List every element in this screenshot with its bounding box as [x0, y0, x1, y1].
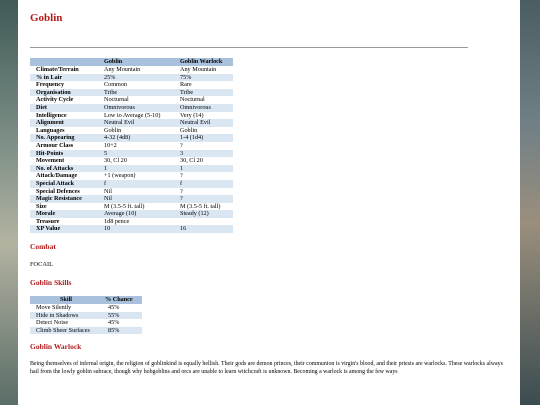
skills-header-skill: Skill	[30, 296, 102, 304]
page-content	[18, 0, 520, 405]
skills-row	[30, 312, 142, 320]
stat-label: Languages	[36, 126, 65, 134]
stat-label: Treasure	[36, 217, 60, 225]
stats-row	[30, 119, 233, 127]
stat-goblin-value: 10+2	[104, 141, 117, 149]
stat-goblin-value: Goblin	[104, 126, 122, 134]
stats-header-warlock: Goblin Warlock	[177, 58, 233, 66]
warlock-heading: Goblin Warlock	[30, 342, 82, 352]
stat-warlock-value: ?	[180, 187, 183, 195]
stat-goblin-value: f	[101, 180, 177, 188]
skills-row	[30, 319, 142, 327]
combat-text: FOCAIL	[30, 261, 54, 269]
skills-table-header	[30, 296, 142, 304]
stat-label: XP Value	[30, 225, 101, 233]
stat-warlock-value: ?	[180, 172, 183, 180]
stats-row	[30, 104, 233, 112]
stats-row	[30, 81, 233, 89]
stat-warlock-value: Neutral Evil	[177, 119, 233, 127]
stats-row	[30, 89, 233, 97]
stat-warlock-value: f	[177, 180, 233, 188]
stat-goblin-value: 10	[101, 225, 177, 233]
combat-heading: Combat	[30, 242, 56, 252]
stats-row	[30, 142, 233, 150]
stat-warlock-value: Goblin	[180, 126, 198, 134]
stats-header-goblin: Goblin	[101, 58, 177, 66]
stat-label: Special Attack	[30, 180, 101, 188]
stat-label: Organisation	[30, 89, 101, 97]
title-divider	[30, 47, 468, 48]
stats-row	[30, 210, 233, 218]
stat-label: Size	[36, 202, 47, 210]
stat-goblin-value: Neutral Evil	[101, 119, 177, 127]
stats-row	[30, 74, 233, 82]
stats-row	[30, 195, 233, 203]
skill-chance: 55%	[102, 312, 142, 320]
stat-goblin-value: 5	[101, 150, 177, 158]
stat-label: Special Defences	[36, 187, 80, 195]
stat-label: Hit-Points	[30, 150, 101, 158]
skill-chance: 45%	[108, 304, 120, 312]
stat-label: Diet	[30, 104, 101, 112]
stats-row	[30, 203, 233, 211]
stat-goblin-value: M (3.5-5 ft. tall)	[104, 202, 145, 210]
stats-row	[30, 112, 233, 120]
stat-warlock-value: 1	[177, 165, 233, 173]
skill-name: Climb Sheer Surfaces	[30, 327, 102, 335]
stat-warlock-value: ?	[177, 195, 233, 203]
stat-warlock-value	[177, 218, 233, 226]
stats-header-blank	[30, 58, 101, 66]
skills-row	[30, 304, 142, 312]
stat-label: Attack/Damage	[36, 172, 78, 180]
stat-goblin-value: Common	[104, 81, 128, 89]
stat-warlock-value: ?	[180, 141, 183, 149]
stats-row	[30, 150, 233, 158]
warlock-paragraph: Being themselves of infernal origin, the religion of goblinkind is equally hellish. Their gods are demon princes, their communion is virgin's blood, and their priests are warlocks. These warlocks always hail from the lowly goblin subrace, though why hobgoblins and orcs are unable to learn witchcraft is unknown. Becoming a warlock is among the few ways	[30, 361, 503, 375]
skill-chance: 85%	[102, 327, 142, 335]
skills-table-body	[30, 304, 142, 334]
stat-warlock-value: Rare	[180, 81, 192, 89]
stat-label: Climate/Terrain	[36, 66, 79, 73]
stats-table-header	[30, 58, 233, 66]
stats-row	[30, 66, 233, 74]
stat-warlock-value: Nocturnal	[180, 96, 205, 104]
skill-chance: 45%	[108, 319, 120, 327]
stat-label: Frequency	[36, 81, 65, 89]
background-painting-left	[0, 0, 18, 405]
stat-label: Morale	[30, 210, 101, 218]
stat-label: Movement	[36, 157, 65, 165]
stat-warlock-value: Tribe	[177, 89, 233, 97]
stats-table	[30, 58, 233, 233]
stat-label: Intelligence	[36, 111, 67, 119]
page-title: Goblin	[30, 12, 63, 24]
stat-goblin-value: 4-32 (4d8)	[101, 134, 177, 142]
stat-warlock-value: 75%	[177, 74, 233, 82]
stat-warlock-value: Steady (12)	[177, 210, 233, 218]
stats-row	[30, 96, 233, 104]
stat-warlock-value: M (3.5-5 ft. tall)	[180, 202, 221, 210]
stat-warlock-value: Very (14)	[180, 111, 204, 119]
skill-name: Detect Noise	[36, 319, 69, 327]
stats-row	[30, 134, 233, 142]
skills-table	[30, 296, 142, 334]
stats-row	[30, 127, 233, 135]
stat-label: Activity Cycle	[36, 96, 74, 104]
stat-warlock-value: 3	[177, 150, 233, 158]
stat-warlock-value: 16	[177, 225, 233, 233]
stat-goblin-value: Tribe	[101, 89, 177, 97]
stat-goblin-value: Nil	[104, 187, 112, 195]
stat-label: No. of Attacks	[30, 165, 101, 173]
stat-label: Magic Resistance	[30, 195, 101, 203]
stat-goblin-value: Average (10)	[101, 210, 177, 218]
stat-goblin-value: 1d8 pence	[104, 217, 130, 225]
stats-row	[30, 218, 233, 226]
skills-header-chance: % Chance	[102, 296, 142, 304]
stats-row	[30, 165, 233, 173]
stat-goblin-value: 1	[101, 165, 177, 173]
stats-table-body	[30, 66, 233, 233]
stats-row	[30, 225, 233, 233]
skills-row	[30, 327, 142, 335]
skill-name: Hide in Shadows	[30, 312, 102, 320]
stat-warlock-value: 30, Cl 20	[180, 157, 203, 165]
skills-heading: Goblin Skills	[30, 278, 72, 288]
stats-row	[30, 172, 233, 180]
stat-warlock-value: 1-4 (1d4)	[177, 134, 233, 142]
stat-label: No. Appearing	[30, 134, 101, 142]
stat-label: Armour Class	[36, 141, 74, 149]
background-painting-right	[520, 0, 540, 405]
stat-warlock-value: Omnivorous	[177, 104, 233, 112]
skill-name: Move Silently	[36, 304, 72, 312]
stat-label: % in Lair	[30, 74, 101, 82]
stat-goblin-value: Low to Average (5-10)	[104, 111, 161, 119]
stat-goblin-value: 25%	[101, 74, 177, 82]
stats-row	[30, 180, 233, 188]
stat-goblin-value: Any Mountain	[104, 66, 141, 73]
stat-goblin-value: 30, Cl 20	[104, 157, 127, 165]
stat-goblin-value: Nil	[101, 195, 177, 203]
stats-row	[30, 188, 233, 196]
stat-goblin-value: +1 (weapon)	[104, 172, 136, 180]
stat-label: Alignment	[30, 119, 101, 127]
stat-goblin-value: Nocturnal	[104, 96, 129, 104]
stat-goblin-value: Omnivorous	[101, 104, 177, 112]
stat-warlock-value: Any Mountain	[180, 66, 217, 73]
stats-row	[30, 157, 233, 165]
